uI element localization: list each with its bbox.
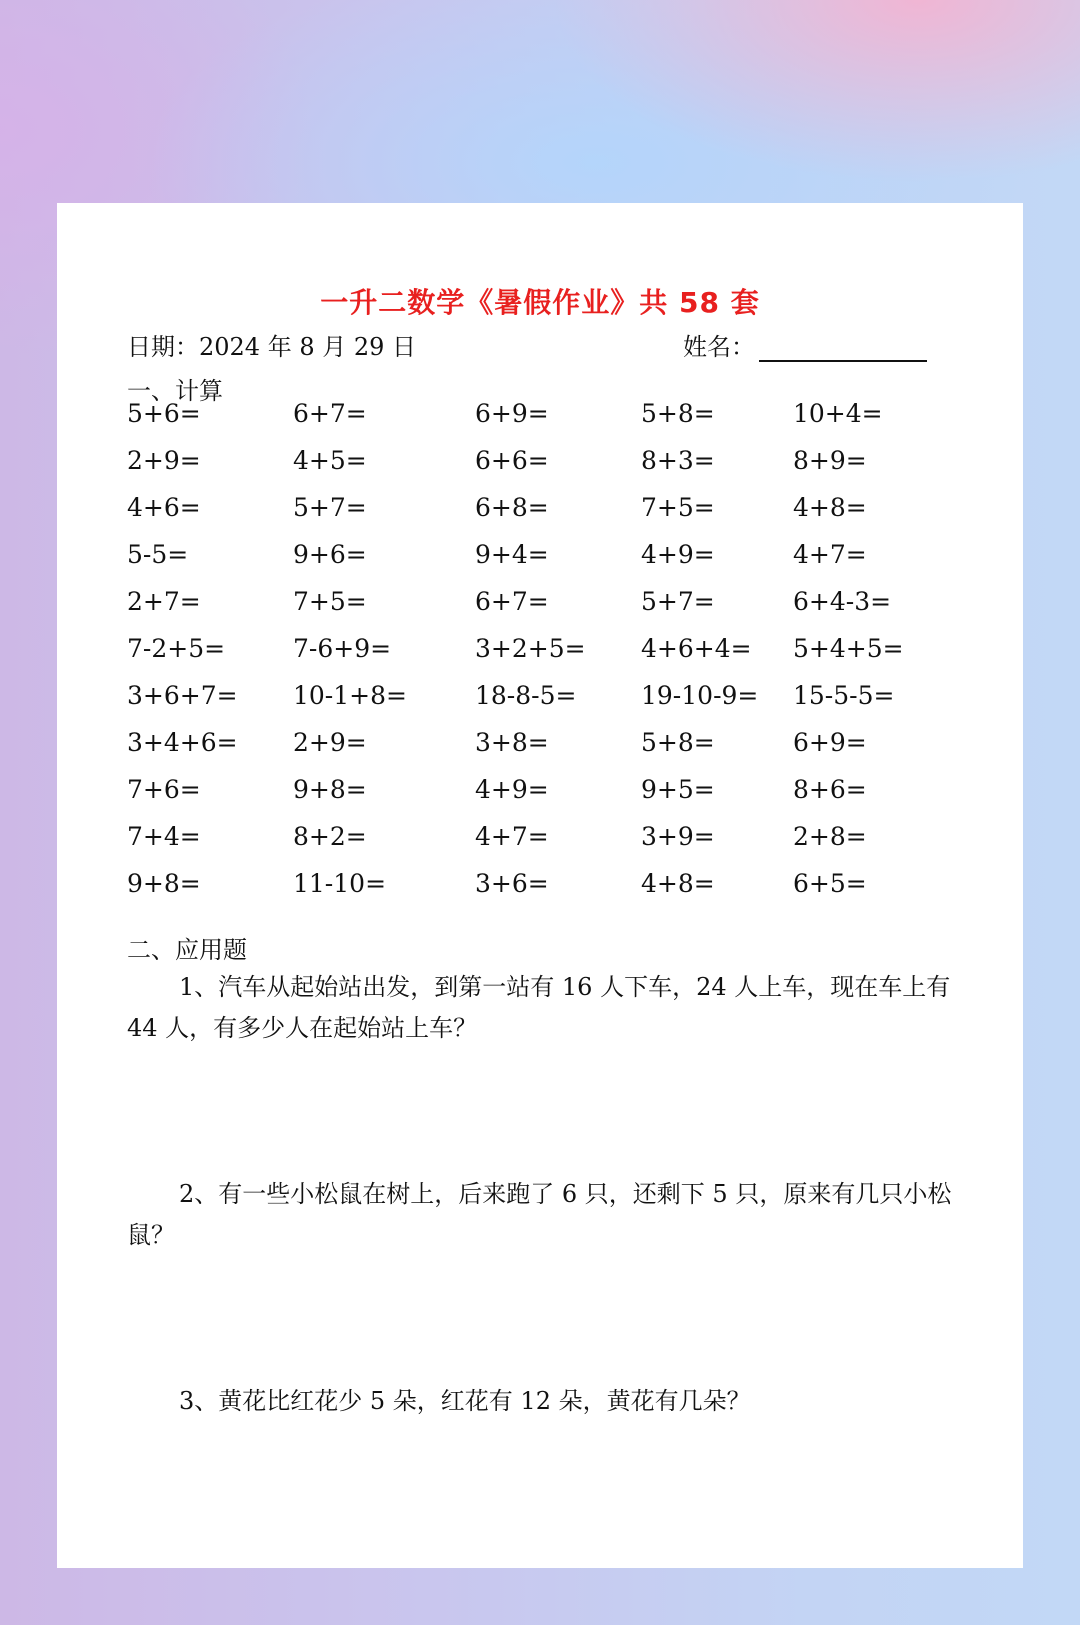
worksheet-page	[57, 203, 1023, 1568]
calc-item: 6+9=	[475, 399, 549, 428]
calc-row	[127, 775, 947, 822]
worksheet-title: 一升二数学《暑假作业》共 58 套	[320, 286, 760, 319]
calc-item: 19-10-9=	[641, 681, 759, 710]
calc-item: 6+7=	[293, 399, 367, 428]
calc-item: 10+4=	[793, 399, 883, 428]
calc-row	[127, 493, 947, 540]
calc-item: 7-6+9=	[293, 634, 392, 663]
calc-item: 3+6+7=	[127, 681, 238, 710]
calc-item: 6+7=	[475, 587, 549, 616]
calc-item: 7-2+5=	[127, 634, 226, 663]
name-label: 姓名：	[683, 333, 755, 361]
calc-item: 5+7=	[293, 493, 367, 522]
calc-item: 4+8=	[793, 493, 867, 522]
calc-item: 6+8=	[475, 493, 549, 522]
calc-row	[127, 446, 947, 493]
calc-item: 8+3=	[641, 446, 715, 475]
word-problem-2: 2、有一些小松鼠在树上，后来跑了 6 只，还剩下 5 只，原来有几只小松鼠？	[127, 1180, 952, 1249]
calc-item: 2+9=	[293, 728, 367, 757]
calc-item: 3+4+6=	[127, 728, 238, 757]
calc-item: 11-10=	[293, 869, 387, 898]
calc-item: 18-8-5=	[475, 681, 577, 710]
section-calculation-heading: 一、计算	[127, 377, 223, 405]
calc-item: 9+5=	[641, 775, 715, 804]
name-field	[683, 327, 927, 362]
calc-item: 7+4=	[127, 822, 201, 851]
calculation-grid	[127, 399, 947, 916]
calc-item: 3+6=	[475, 869, 549, 898]
calc-item: 7+6=	[127, 775, 201, 804]
calc-item: 2+8=	[793, 822, 867, 851]
calc-item: 6+4-3=	[793, 587, 892, 616]
calc-row	[127, 634, 947, 681]
calc-row	[127, 681, 947, 728]
calc-row	[127, 540, 947, 587]
calc-item: 4+6=	[127, 493, 201, 522]
calc-item: 5-5=	[127, 540, 189, 569]
calc-item: 8+2=	[293, 822, 367, 851]
calc-row	[127, 728, 947, 775]
word-problem-3: 3、黄花比红花少 5 朵，红花有 12 朵，黄花有几朵？	[179, 1387, 751, 1415]
calc-item: 3+9=	[641, 822, 715, 851]
calc-row	[127, 399, 947, 446]
section-word-problems-heading: 二、应用题	[127, 936, 247, 964]
calc-item: 2+7=	[127, 587, 201, 616]
calc-item: 10-1+8=	[293, 681, 407, 710]
calc-item: 5+8=	[641, 728, 715, 757]
calc-row	[127, 587, 947, 634]
calc-item: 8+6=	[793, 775, 867, 804]
calc-item: 6+9=	[793, 728, 867, 757]
calc-item: 4+7=	[793, 540, 867, 569]
calc-item: 4+9=	[641, 540, 715, 569]
calc-item: 5+6=	[127, 399, 201, 428]
calc-item: 7+5=	[641, 493, 715, 522]
calc-item: 6+6=	[475, 446, 549, 475]
calc-item: 9+8=	[293, 775, 367, 804]
calc-item: 9+4=	[475, 540, 549, 569]
calc-item: 7+5=	[293, 587, 367, 616]
calc-item: 8+9=	[793, 446, 867, 475]
calc-item: 4+8=	[641, 869, 715, 898]
calc-row	[127, 869, 947, 916]
calc-item: 9+6=	[293, 540, 367, 569]
calc-item: 2+9=	[127, 446, 201, 475]
calc-item: 15-5-5=	[793, 681, 895, 710]
calc-item: 5+4+5=	[793, 634, 904, 663]
calc-item: 4+5=	[293, 446, 367, 475]
calc-item: 5+8=	[641, 399, 715, 428]
calc-row	[127, 822, 947, 869]
date-label: 日期：2024 年 8 月 29 日	[127, 333, 417, 361]
calc-item: 4+6+4=	[641, 634, 752, 663]
name-blank-line	[759, 334, 927, 362]
calc-item: 6+5=	[793, 869, 867, 898]
calc-item: 4+7=	[475, 822, 549, 851]
calc-item: 3+8=	[475, 728, 549, 757]
calc-item: 3+2+5=	[475, 634, 586, 663]
calc-item: 4+9=	[475, 775, 549, 804]
word-problem-1: 1、汽车从起始站出发，到第一站有 16 人下车，24 人上车，现在车上有 44 人，有多少人在起始站上车？	[127, 973, 951, 1042]
calc-item: 9+8=	[127, 869, 201, 898]
calc-item: 5+7=	[641, 587, 715, 616]
